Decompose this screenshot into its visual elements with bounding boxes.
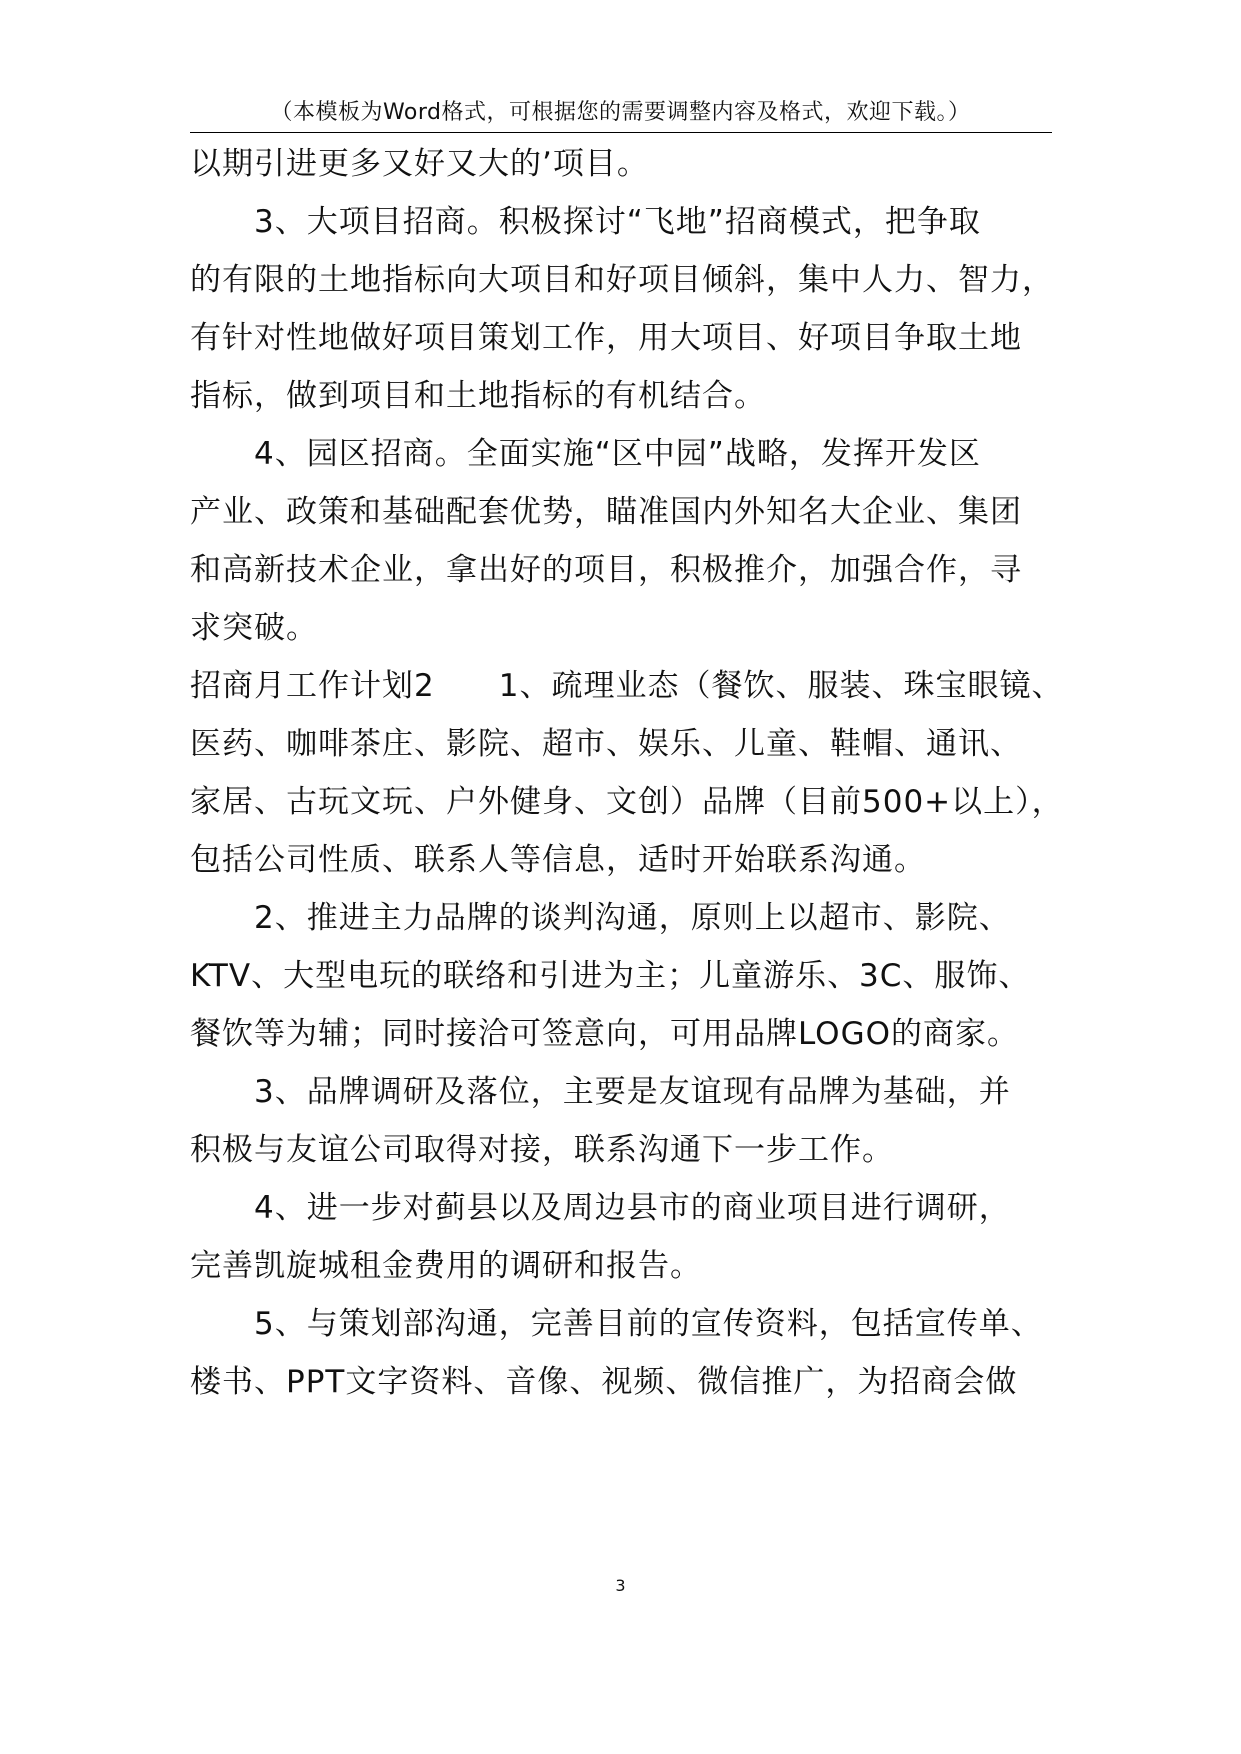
body-line: 以期引进更多又好又大的’项目。 bbox=[190, 146, 649, 182]
body-line: 产业、政策和基础配套优势，瞄准国内外知名大企业、集团 bbox=[190, 494, 1022, 530]
body-line: 5、与策划部沟通，完善目前的宣传资料，包括宣传单、 bbox=[254, 1306, 1043, 1342]
body-line: 楼书、PPT文字资料、音像、视频、微信推广，为招商会做 bbox=[190, 1364, 1018, 1400]
body-line: 的有限的土地指标向大项目和好项目倾斜，集中人力、智力， bbox=[190, 262, 1054, 298]
body-line: 3、品牌调研及落位，主要是友谊现有品牌为基础，并 bbox=[254, 1074, 1011, 1110]
body-line: 招商月工作计划2 1、疏理业态（餐饮、服装、珠宝眼镜、 bbox=[190, 668, 1064, 704]
body-line: 包括公司性质、联系人等信息，适时开始联系沟通。 bbox=[190, 842, 926, 878]
body-line: KTV、大型电玩的联络和引进为主；儿童游乐、3C、服饰、 bbox=[190, 958, 1031, 994]
body-line: 4、进一步对蓟县以及周边县市的商业项目进行调研， bbox=[254, 1190, 1011, 1226]
body-line: 积极与友谊公司取得对接，联系沟通下一步工作。 bbox=[190, 1132, 894, 1168]
body-line: 2、推进主力品牌的谈判沟通，原则上以超市、影院、 bbox=[254, 900, 1011, 936]
header-divider bbox=[190, 132, 1052, 133]
body-line: 餐饮等为辅；同时接洽可签意向，可用品牌LOGO的商家。 bbox=[190, 1016, 1019, 1052]
body-line: 和高新技术企业，拿出好的项目，积极推介，加强合作，寻 bbox=[190, 552, 1022, 588]
page-number: 3 bbox=[615, 1576, 626, 1595]
body-line: 有针对性地做好项目策划工作，用大项目、好项目争取土地 bbox=[190, 320, 1022, 356]
body-line: 医药、咖啡茶庄、影院、超市、娱乐、儿童、鞋帽、通讯、 bbox=[190, 726, 1022, 762]
body-line: 完善凯旋城租金费用的调研和报告。 bbox=[190, 1248, 702, 1284]
body-line: 3、大项目招商。积极探讨“飞地”招商模式，把争取 bbox=[254, 204, 981, 240]
body-line: 指标，做到项目和土地指标的有机结合。 bbox=[190, 378, 766, 414]
body-line: 4、园区招商。全面实施“区中园”战略，发挥开发区 bbox=[254, 436, 981, 472]
body-line: 求突破。 bbox=[190, 610, 318, 646]
page-header-note: （本模板为Word格式，可根据您的需要调整内容及格式，欢迎下载。） bbox=[270, 100, 971, 125]
body-line: 家居、古玩文玩、户外健身、文创）品牌（目前500+以上）， bbox=[190, 784, 1064, 820]
